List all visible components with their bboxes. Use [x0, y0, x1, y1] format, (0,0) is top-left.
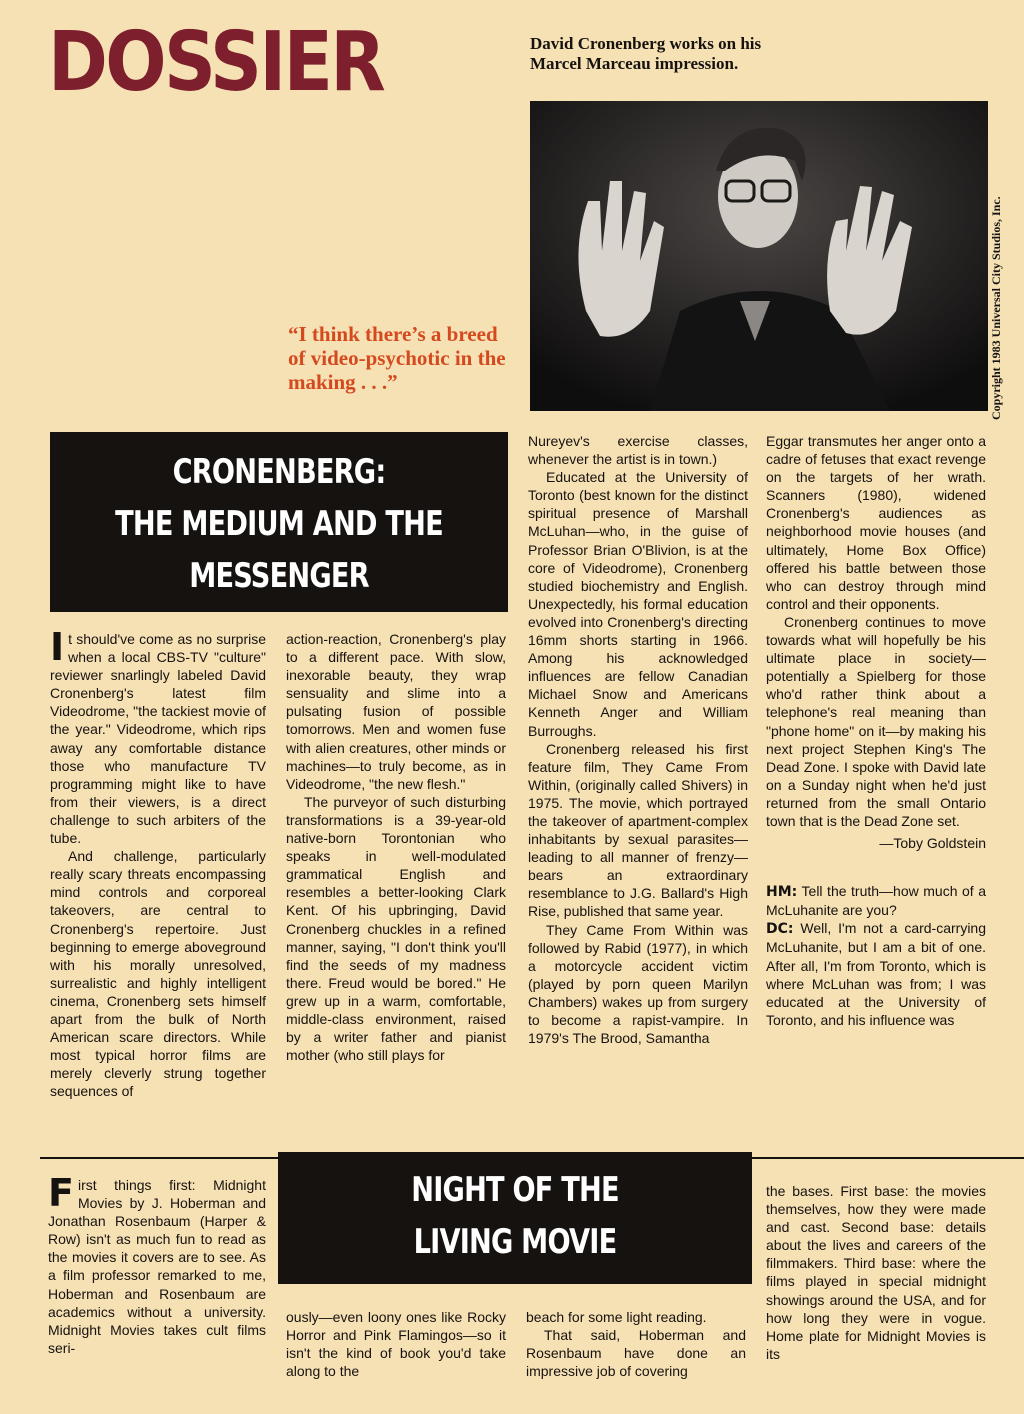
paragraph: And challenge, particularly really scary threats encompassing mind controls and corporeal takeovers, are central to Cronenberg's repertoire. Just beginning to emerge aboveground with his morally unresolved, surrealistic and highly intelligent cinema, Cronenberg sets himself apart from the bulk of North American scare directors. While most typical horror films are merely cleverly strung together sequences of — [50, 848, 266, 1100]
interviewer-label: HM: — [766, 884, 798, 901]
question-text: Tell the truth—how much of a McLuhanite are you? — [766, 883, 987, 919]
article1-column-4 — [766, 432, 986, 1029]
article1-headline — [50, 432, 508, 612]
paragraph: irst things first: Midnight Movies by J. Hoberman and Jonathan Rosenbaum (Harper & Row) isn't as much fun to read as the movies it covers are to see. As a film professor remarked to me, Hoberman and Rosenbaum are academics without a university. Midnight Movies takes cult films seri- — [48, 1177, 266, 1356]
headline-line: NIGHT OF THE — [411, 1170, 619, 1210]
article2-column-2 — [286, 1308, 506, 1380]
paragraph: ously—even loony ones like Rocky Horror and Pink Flamingos—so it isn't the kind of book you'd take along to the — [286, 1309, 506, 1380]
article2-column-1 — [48, 1171, 266, 1357]
byline: —Toby Goldstein — [879, 835, 986, 852]
article1-column-2 — [286, 630, 506, 1064]
headline-line: CRONENBERG: — [172, 452, 386, 492]
headline-line: MESSENGER — [189, 556, 369, 596]
paragraph: The purveyor of such disturbing transformations is a 39-year-old native-born Torontonian who speaks in well-modulated grammatical English and resembles a better-looking Clark Kent. Of his upbringing, David Cronenberg chuckles in a refined manner, saying, "I don't think you'll find the seeds of my madness there. Freud would be bored." He grew up in a warm, comfortable, middle-class environment, raised by a writer father and pianist mother (who still plays for — [286, 793, 506, 1064]
headline-line: LIVING MOVIE — [413, 1222, 617, 1262]
cronenberg-photo — [530, 101, 988, 411]
paragraph: the bases. First base: the movies themselves, how they were made and cast. Second base: details about the lives and careers of the filmmakers. Third base: where the films played in special midnight showings around the USA, and for how long they were in vogue. Home plate for Midnight Movies is its — [766, 1183, 986, 1362]
article2-headline — [278, 1152, 752, 1284]
paragraph: Nureyev's exercise classes, whenever the artist is in town.) — [528, 433, 748, 468]
article1-column-1 — [50, 625, 266, 1100]
drop-cap: I — [50, 625, 65, 669]
photo-illustration — [530, 101, 988, 411]
paragraph: Cronenberg released his first feature film, They Came From Within, (originally called Shivers) in 1975. The movie, which portrayed the takeover of apartment-complex inhabitants by sexual parasites—leading to all manner of frenzy—bears an extraordinary resemblance to J.G. Ballard's High Rise, published that same year. — [528, 740, 748, 920]
paragraph: Educated at the University of Toronto (best known for the distinct spiritual presence of Marshall McLuhan—who, in the guise of Professor Brian O'Blivion, is at the core of Videodrome), Cronenberg studied biochemistry and English. Unexpectedly, his formal education evolved into Cronenberg's directing 16mm shorts starting in 1966. Among his acknowledged influences are fellow Canadian Michael Snow and Americans Kenneth Anger and William Burroughs. — [528, 469, 748, 739]
section-title: DOSSIER — [48, 15, 384, 110]
paragraph: That said, Hoberman and Rosenbaum have done an impressive job of covering — [526, 1327, 746, 1380]
paragraph: Eggar transmutes her anger onto a cadre of fetuses that exact revenge on the targets of her wrath. Scanners (1980), widened Cronenberg's audiences as neighborhood movie houses (and ultimately, Home Box Office) offered his battle between those who can destroy through mind control and their opponents. — [766, 433, 986, 612]
paragraph: action-reaction, Cronenberg's play to a different pace. With slow, inexorable beauty, they wrap sensuality and slime into a pulsating fusion of possible tomorrows. Men and women fuse with alien creatures, other minds or machines—to truly become, as in Videodrome, "the new flesh." — [286, 631, 506, 792]
paragraph: Cronenberg continues to move towards what will hopefully be his ultimate place in society—potentially a Spielberg for those who'd rather think about a telephone's real meaning than "phone home" on it—by making his next project Stephen King's The Dead Zone. I spoke with David late on a Sunday night when he'd just returned from the small Ontario town that is the Dead Zone set. — [766, 613, 986, 829]
paragraph: beach for some light reading. — [526, 1309, 707, 1325]
paragraph: t should've come as no surprise when a local CBS-TV "culture" reviewer snarlingly labeled David Cronenberg's latest film Videodrome, "the tackiest movie of the year." Videodrome, which rips away any comfortable distance those who manufacture TV programming might like to have from their viewers, is a direct challenge to such arbiters of the tube. — [50, 631, 266, 847]
photo-caption: David Cronenberg works on his Marcel Marceau impression. — [530, 34, 762, 73]
answer-text: Well, I'm not a card-carrying McLuhanite, but I am a bit of one. After all, I'm from Toronto, which is where McLuhan was from; I was educated at the University of Toronto, and his influence was — [766, 920, 987, 1028]
article2-column-3 — [526, 1308, 746, 1380]
paragraph: They Came From Within was followed by Rabid (1977), in which a motorcycle accident victim (played by porn queen Marilyn Chambers) wakes up from surgery to become a rapist-vampire. In 1979's The Brood, Samantha — [528, 921, 748, 1047]
drop-cap: F — [48, 1171, 74, 1215]
pull-quote: “I think there’s a breed of video-psychotic in the making . . .” — [288, 322, 506, 394]
interviewee-label: DC: — [766, 921, 794, 938]
headline-line: THE MEDIUM AND THE — [115, 504, 443, 544]
article1-column-3 — [528, 432, 748, 1047]
article2-column-4 — [766, 1182, 986, 1363]
photo-credit: Copyright 1983 Universal City Studios, Inc. — [989, 196, 1003, 420]
